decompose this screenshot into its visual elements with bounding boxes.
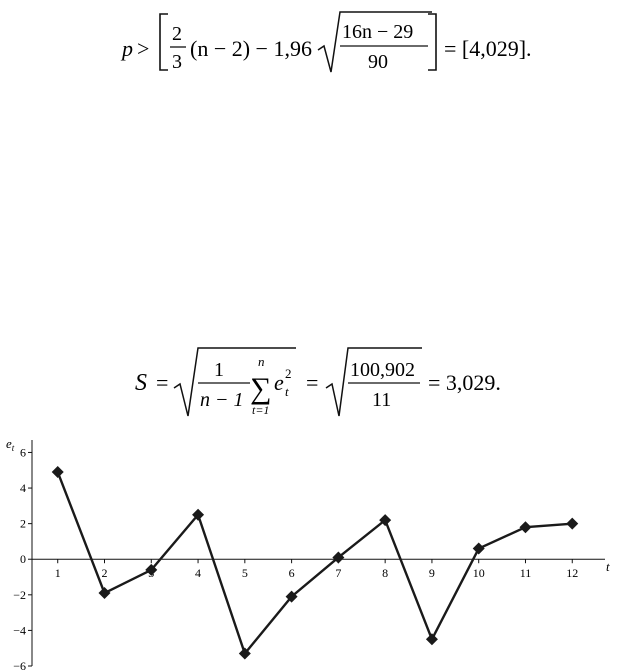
- data-point: [519, 521, 531, 533]
- y-tick-label: 0: [20, 552, 26, 567]
- formula-2: [0, 338, 617, 428]
- formula-2-sum-bottom: t=1: [252, 403, 270, 417]
- y-axis-label: $e_t$: [6, 438, 15, 453]
- formula-2-sum-sup: 2: [285, 366, 292, 381]
- formula-2-result: = 3,029.: [428, 370, 501, 395]
- x-tick-label: 5: [241, 566, 248, 581]
- x-tick-label: 7: [335, 566, 342, 581]
- formula-2-eq1: =: [156, 370, 169, 395]
- formula-1-gt: >: [137, 36, 150, 61]
- x-tick-label: 2: [101, 566, 108, 581]
- formula-2-frac-num: 1: [214, 359, 224, 381]
- y-tick-label: −6: [13, 659, 26, 670]
- y-tick-label: 4: [20, 481, 26, 496]
- data-point: [99, 587, 111, 599]
- formula-1-sqrt-num: 16n − 29: [342, 21, 414, 43]
- formula-1-sqrt-den: 90: [368, 51, 388, 73]
- data-point: [473, 543, 485, 555]
- formula-2-sqrt-den: 11: [372, 389, 392, 411]
- formula-2-frac-den: n − 1: [200, 389, 244, 411]
- x-tick-label: 8: [382, 566, 389, 581]
- data-point: [426, 633, 438, 645]
- series-markers: [52, 466, 579, 660]
- x-tick-label: 1: [54, 566, 61, 581]
- formula-2-sum-top: n: [258, 354, 265, 369]
- y-tick-label: −4: [13, 623, 26, 638]
- y-tick-label: 2: [20, 516, 26, 531]
- right-bracket: [428, 14, 436, 70]
- formula-1-result: = [4,029].: [444, 36, 532, 61]
- x-tick-label: 6: [288, 566, 295, 581]
- sigma-icon: ∑: [250, 372, 272, 405]
- left-bracket: [160, 14, 168, 70]
- residual-chart: [0, 438, 617, 670]
- x-tick-label: 10: [472, 566, 485, 581]
- formula-2-sum-sub: t: [285, 384, 289, 399]
- formula-2-sum-term: e: [274, 370, 284, 395]
- y-ticks: [13, 445, 32, 670]
- series-line: [58, 472, 573, 654]
- data-point: [566, 518, 578, 530]
- formula-1-mid: (n − 2) − 1,96: [190, 36, 312, 61]
- formula-2-sqrt-num: 100,902: [350, 359, 415, 381]
- formula-2-eq2: =: [306, 370, 319, 395]
- chart-axes: [32, 440, 605, 666]
- formula-2-lhs: S: [135, 370, 147, 396]
- x-axis-label: t: [606, 559, 610, 575]
- x-tick-label: 12: [566, 566, 579, 581]
- x-tick-label: 4: [195, 566, 202, 581]
- y-tick-label: 6: [20, 445, 26, 460]
- x-tick-label: 11: [519, 566, 532, 581]
- x-tick-label: 9: [428, 566, 435, 581]
- formula-1-frac-den: 3: [172, 51, 182, 73]
- y-tick-label: −2: [13, 587, 26, 602]
- formula-1: [0, 8, 617, 88]
- formula-1-frac-num: 2: [172, 23, 182, 45]
- formula-1-lhs: p: [122, 36, 133, 61]
- data-point: [52, 466, 64, 478]
